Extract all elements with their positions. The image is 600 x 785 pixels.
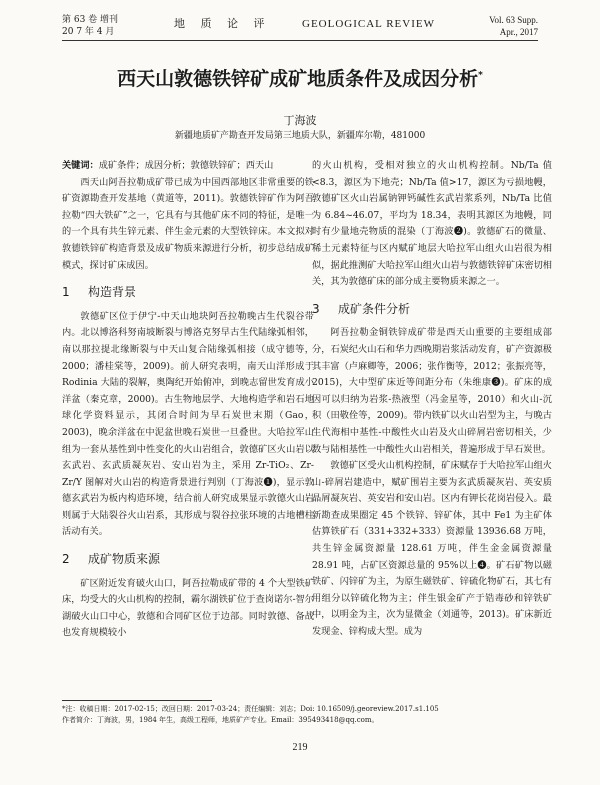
section-title: 成矿物质来源 xyxy=(88,552,161,567)
intro-paragraph: 西天山阿吾拉勒成矿带已成为中国西部地区非常重要的铁矿资源勘查开发基地（黄道等，2011)。敦德铁锌矿作为阿吾拉勒“四大铁矿”之一，它具有与其他矿床不同的特征，是唯一的一个具有共生锌元素、伴生金元素的大型铁锌床。本文拟对敦德铁锌矿构造背景及成矿物质来源进行分析，初步总结成矿模式，探讨矿床成因。 xyxy=(62,176,314,271)
affiliation: 新疆地质矿产勘查开发局第三地质大队，新疆库尔勒，481000 xyxy=(174,131,426,141)
section-3-paragraph-2: 敦德矿区受火山机构控制，矿床赋存于大哈拉军山组火山-碎屑岩建造中，赋矿围岩主要为玄武质凝灰岩、英安质晶屑凝灰岩、英安岩和安山岩。区内有钾长花岗岩侵入。最新勘查成果圈定 45 个铁锌、锌矿体，其中 Fe1 为主矿体估算铁矿石（331+332+333）资源量 13936.68 万吨，共生锌金属资源量 128.61 万吨，伴生金金属资源量 28.91 吨，占矿区资源总量的 95%以上❹。矿石矿物以磁铁矿、闪锌矿为主，为原生磁铁矿、锌硫化物矿石，其七有用组分以锌硫化物为主；伴生银金矿产于锆毒砂和锌铁矿中，以明金为主，次为显微金（刘通等，2013)。矿床新近发现金、锌构成大型。成为 xyxy=(312,460,552,638)
header-date-line: 20 7 年 4 月 xyxy=(62,27,115,37)
header-volume-line: 第 63 卷 增刊 xyxy=(62,15,119,25)
keywords-label: 关键词： xyxy=(62,160,99,171)
header-journal-en: GEOLOGICAL REVIEW xyxy=(302,18,435,30)
title-footnote-mark: * xyxy=(478,70,483,81)
section-number: 1 xyxy=(62,285,70,300)
section-number: 2 xyxy=(62,552,70,567)
section-number: 3 xyxy=(312,301,320,316)
right-column xyxy=(312,158,552,641)
footnote-line-2: 作者简介：丁海波，男，1984 年生，高级工程师，地质矿产专业。Email：395493418@qq.com。 xyxy=(62,716,379,724)
header-volume xyxy=(62,14,118,38)
header-date-en: Apr., 2017 xyxy=(499,27,538,37)
running-header xyxy=(62,14,538,41)
section-title: 成矿条件分析 xyxy=(338,301,411,316)
header-volume-en xyxy=(489,14,538,38)
section-heading-2 xyxy=(62,551,314,568)
section-1-text: 敦德矿区位于伊宁-中天山地块阿吾拉勒晚古生代裂谷带内。北以博洛科努南坡断裂与博洛克努早古生代陆缘弧相邻，南以那拉提北缘断裂与中天山复合陆缘弧相接（成守德等，2000；潘桂棠等，2009)。前人研究表明，南天山洋形成于 Rodinia 大陆的裂解，奥陶纪开始俯冲，到晚志留世发育成小洋盆（秦克章，2000)。古生物地层学、大地构造学和岩石地球化学资料显示，其闭合时间为早石炭世末期（Gao，2003)，晚余洋盆在中泥盆世晚石炭世一旦叠世。大哈拉军山组为一套从基性到中性变化的火山岩组合，敦德矿区火山岩以玄武岩、玄武质凝灰岩、安山岩为主，采用 Zr-TiO₂、Zr-Zr/Y 图解对火山岩的构造背景进行判别（丁海波❶)，显示敦德玄武岩为板内构造环境，结合前人研究成果显示敦德火山岩则属于大陆裂谷火山岩系，其形成与裂谷拉张环境的古地槽柱活动有关。 xyxy=(62,310,314,538)
footnote-line-1: *注：收稿日期：2017-02-15；改回日期：2017-03-24；责任编辑：刘志；Doi: 10.16509/j.georeview.2017.s1.105 xyxy=(62,705,439,713)
section-3-paragraph-1: 阿吾拉勒金铜铁锌成矿带是西天山重要的主要组成部分，石炭纪火山石和华力西晚期岩浆活动发育，矿产资源极其丰富（卢麻卿等，2006；张作衡等，2012；张振亮等，2015)，大中型矿床近等间距分布（朱维康❸)。矿床的成因可以归纳为岩浆-热液型（冯金星等，2010）和火山-沉积（田敬佺等，2009)。带内铁矿以火山岩型为主，与晚古生代海相中基性-中酸性火山岩及火山碎屑岩密切相关，少数与陆相基性一中酸性火山岩相关，普遍形成于早石炭世。 xyxy=(312,327,552,455)
section-title: 构造背景 xyxy=(88,285,137,300)
footnote-divider xyxy=(62,700,212,701)
keywords-text: 成矿条件；成因分析；敦德铁锌矿；西天山 xyxy=(98,160,274,171)
section-2-text: 矿区附近发育破火山口，阿吾拉勒成矿带的 4 个大型铁矿床，均受大的火山机构的控制，霸尔湖铁矿位于查岗诺尔-智尔湖破火山口中心，敦德和合同矿区位于边部。同时敦德、备战也发育规模较小 xyxy=(62,577,314,639)
article-title xyxy=(40,64,560,91)
continued-paragraph: 的火山机构，受相对独立的火山机构控制。Nb/Ta 值<8.3，源区为下地壳；Nb/Ta 值>17，源区为亏损地幔，敦德矿区火山岩属钠钾钙碱性玄武岩浆系列，Nb/Ta 比值为 6.84~46.07，平均为 18.34，表明其源区为地幔，同时有少量地壳物质的混染（丁海波❷)。敦德矿石的微量、稀土元素特征与区内赋矿地层大哈拉军山组火山岩很为相似，据此推测矿大哈拉军山组火山岩与敦德铁锌矿床密切相关，其为敦德矿床的部分成主要物质来源之一。 xyxy=(312,160,552,288)
section-heading-1 xyxy=(62,284,314,301)
title-text: 西天山敦德铁锌矿成矿地质条件及成因分析 xyxy=(117,68,479,90)
keywords xyxy=(62,158,314,175)
header-journal-cn: 地 质 论 评 xyxy=(174,17,271,30)
header-vol-en: Vol. 63 Supp. xyxy=(489,15,538,25)
page-number: 219 xyxy=(292,742,308,753)
footnote xyxy=(62,704,560,726)
left-column xyxy=(62,158,314,642)
author: 丁海波 xyxy=(283,114,317,127)
section-heading-3 xyxy=(312,301,552,318)
